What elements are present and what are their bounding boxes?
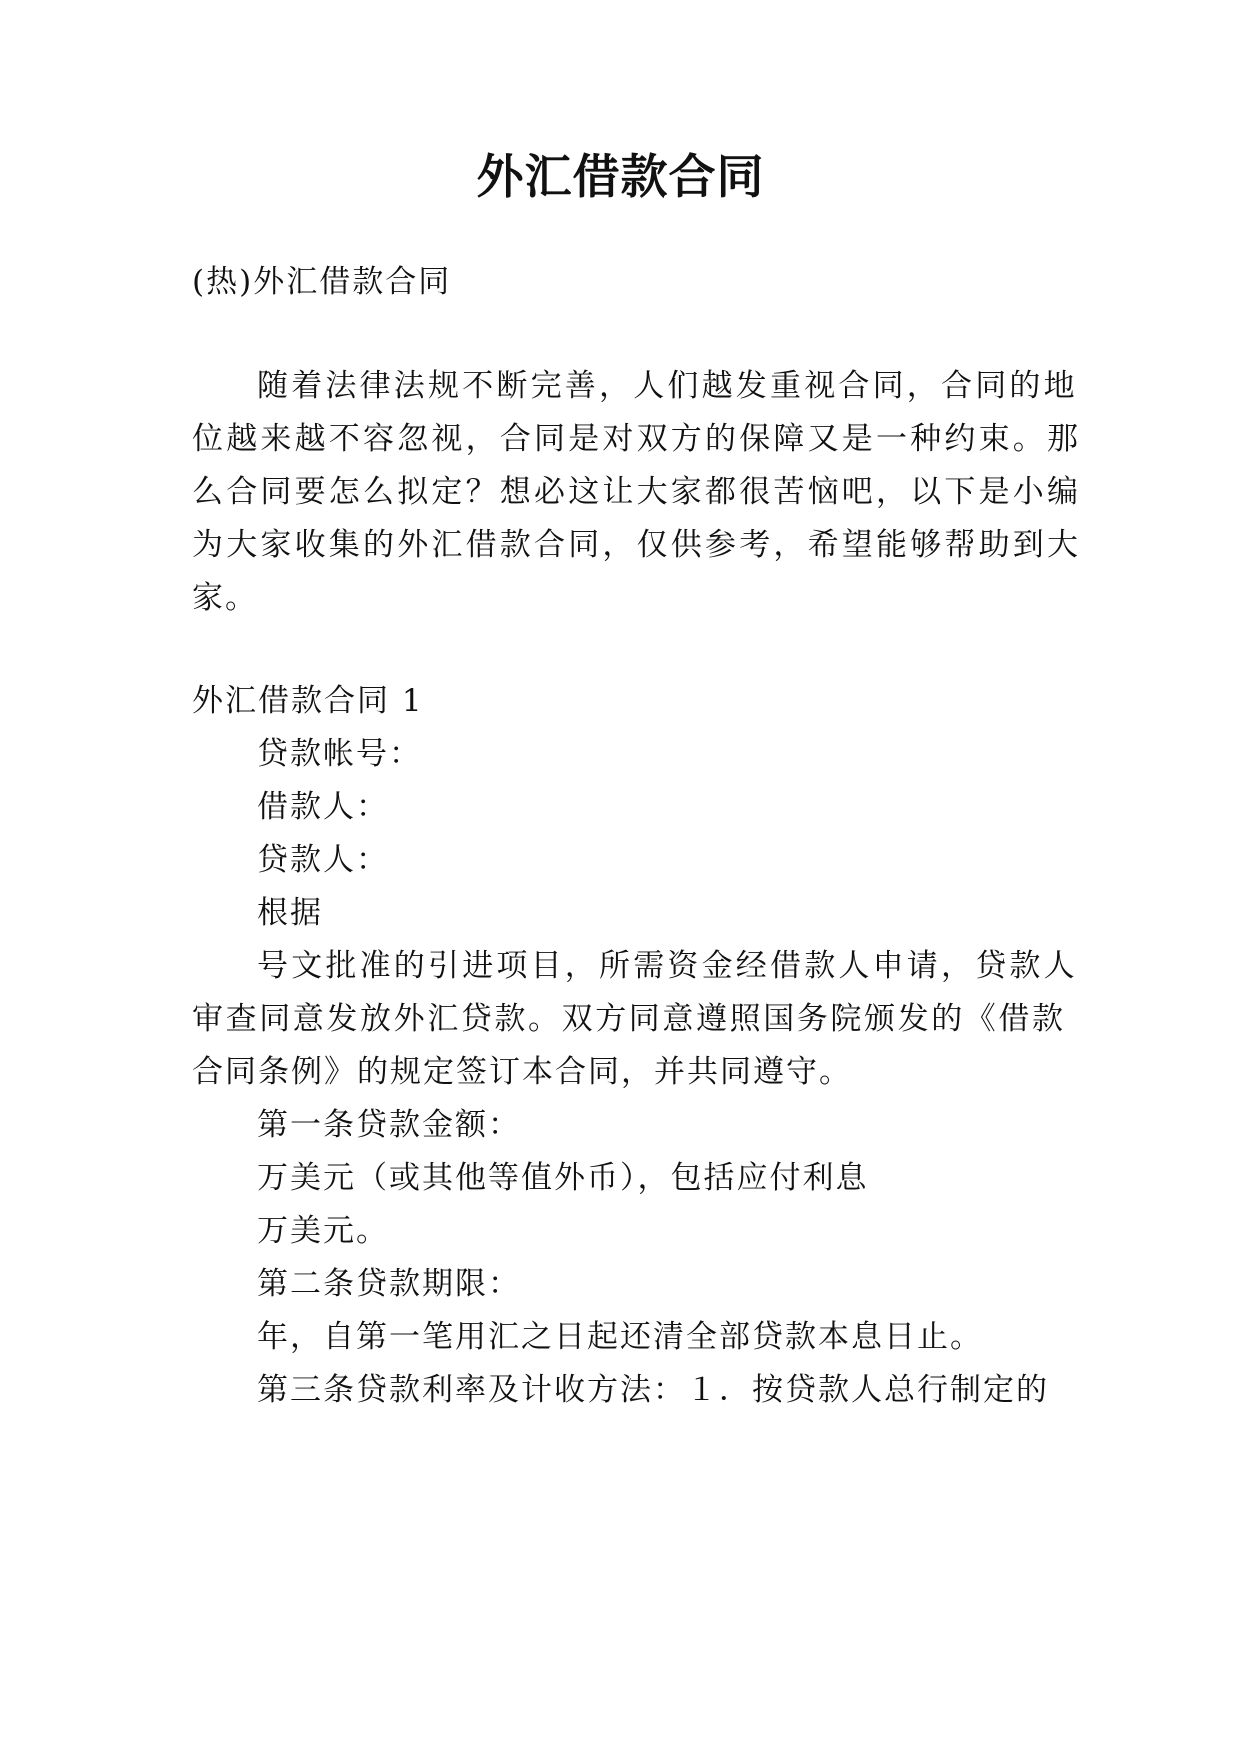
article-line: 年，自第一笔用汇之日起还清全部贷款本息日止。: [257, 1319, 983, 1355]
body-line: 审查同意发放外汇贷款。双方同意遵照国务院颁发的《借款: [192, 1001, 1066, 1037]
body-line: 合同条例》的规定签订本合同，并共同遵守。: [192, 1054, 852, 1090]
section-heading: 外汇借款合同 1: [192, 683, 424, 719]
article-line: 第三条贷款利率及计收方法：１．按贷款人总行制定的: [257, 1372, 1049, 1408]
field-borrower: 借款人：: [257, 789, 389, 825]
intro-line: 随着法律法规不断完善，人们越发重视合同，合同的地: [257, 368, 1078, 404]
intro-line: 么合同要怎么拟定？想必这让大家都很苦恼吧，以下是小编: [192, 474, 1082, 510]
body-line: 号文批准的引进项目，所需资金经借款人申请，贷款人: [257, 948, 1078, 984]
document-subtitle: (热)外汇借款合同: [192, 264, 452, 300]
field-lender: 贷款人：: [257, 842, 389, 878]
article-line: 万美元。: [257, 1213, 389, 1249]
field-loan-account: 贷款帐号：: [257, 736, 422, 772]
article-line: 第二条贷款期限：: [257, 1266, 521, 1302]
basis-line: 根据: [257, 895, 323, 931]
intro-line: 家。: [192, 580, 258, 616]
article-line: 第一条贷款金额：: [257, 1107, 521, 1143]
intro-line: 位越来越不容忽视，合同是对双方的保障又是一种约束。那: [192, 421, 1082, 457]
intro-line: 为大家收集的外汇借款合同，仅供参考，希望能够帮助到大: [192, 527, 1082, 563]
article-line: 万美元（或其他等值外币），包括应付利息: [257, 1160, 869, 1196]
document-title: 外汇借款合同: [476, 150, 765, 205]
